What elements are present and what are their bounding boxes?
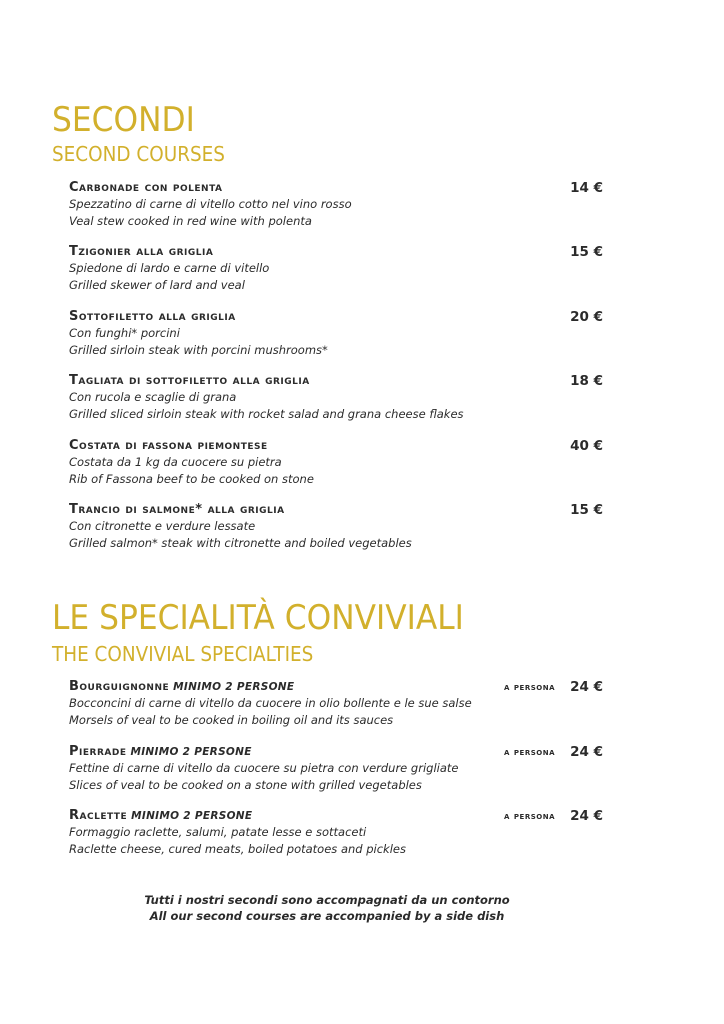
item-desc-it: Formaggio raclette, salumi, patate lesse e sottaceti <box>69 825 367 839</box>
item-name: Sottofiletto alla griglia <box>69 309 236 324</box>
item-name: Carbonade con polenta <box>69 180 223 195</box>
item-desc-it: Con rucola e scaglie di grana <box>69 390 237 404</box>
item-desc-it: Spiedone di lardo e carne di vitello <box>69 261 270 275</box>
item-per-person: a persona <box>504 811 555 822</box>
item-name: Trancio di salmone* alla griglia <box>69 502 285 517</box>
item-name-text: Raclette <box>69 808 128 823</box>
item-desc-en: Slices of veal to be cooked on a stone with grilled vegetables <box>69 778 422 792</box>
item-desc-en: Veal stew cooked in red wine with polenta <box>69 214 312 228</box>
item-desc-en: Grilled skewer of lard and veal <box>69 278 245 292</box>
section-title-specialita: LE SPECIALITÀ CONVIVIALI <box>52 598 464 638</box>
item-desc-it: Fettine di carne di vitello da cuocere su pietra con verdure grigliate <box>69 761 459 775</box>
item-desc-en: Morsels of veal to be cooked in boiling oil and its sauces <box>69 713 394 727</box>
item-desc-en: Grilled sirloin steak with porcini mushrooms* <box>69 343 328 357</box>
item-per-person: a persona <box>504 682 555 693</box>
item-desc-en: Grilled salmon* steak with citronette and boiled vegetables <box>69 536 412 550</box>
menu-item <box>69 438 605 488</box>
item-name-text: Bourguignonne <box>69 679 170 694</box>
item-desc-en: Rib of Fassona beef to be cooked on stone <box>69 472 314 486</box>
item-desc-en: Grilled sliced sirloin steak with rocket salad and grana cheese flakes <box>69 407 464 421</box>
item-price: 20 € <box>570 309 603 325</box>
item-price: 15 € <box>570 244 603 260</box>
menu-item <box>69 180 605 230</box>
item-desc-it: Costata da 1 kg da cuocere su pietra <box>69 455 282 469</box>
item-desc-it: Con citronette e verdure lessate <box>69 519 256 533</box>
footer-line-en: All our second courses are accompanied by a side dish <box>149 909 505 923</box>
item-desc-it: Con funghi* porcini <box>69 326 180 340</box>
menu-item <box>69 373 605 423</box>
item-desc-it: Bocconcini di carne di vitello da cuocere in olio bollente e le sue salse <box>69 696 472 710</box>
item-minimo: MINIMO 2 PERSONE <box>131 810 253 822</box>
menu-item <box>69 808 605 858</box>
menu-item <box>69 679 605 729</box>
menu-item <box>69 502 605 552</box>
item-name: Tzigonier alla griglia <box>69 244 214 259</box>
item-per-person: a persona <box>504 747 555 758</box>
footer-line-it: Tutti i nostri secondi sono accompagnati da un contorno <box>144 893 510 907</box>
item-desc-it: Spezzatino di carne di vitello cotto nel vino rosso <box>69 197 352 211</box>
item-minimo: MINIMO 2 PERSONE <box>173 681 295 693</box>
section-subtitle-convivial: THE CONVIVIAL SPECIALTIES <box>52 642 314 666</box>
item-price: 24 € <box>570 744 603 760</box>
item-price: 15 € <box>570 502 603 518</box>
section-subtitle-second-courses: SECOND COURSES <box>52 142 225 166</box>
item-price: 18 € <box>570 373 603 389</box>
item-price: 40 € <box>570 438 603 454</box>
menu-item <box>69 744 605 794</box>
footer-note <box>0 892 654 924</box>
menu-item <box>69 309 605 359</box>
item-price: 14 € <box>570 180 603 196</box>
item-desc-en: Raclette cheese, cured meats, boiled potatoes and pickles <box>69 842 406 856</box>
item-minimo: MINIMO 2 PERSONE <box>130 746 252 758</box>
item-price: 24 € <box>570 808 603 824</box>
item-name-text: Pierrade <box>69 744 127 759</box>
menu-item <box>69 244 605 294</box>
item-name: Costata di fassona piemontese <box>69 438 268 453</box>
section-title-secondi: SECONDI <box>52 100 195 140</box>
item-name: Tagliata di sottofiletto alla griglia <box>69 373 310 388</box>
item-price: 24 € <box>570 679 603 695</box>
